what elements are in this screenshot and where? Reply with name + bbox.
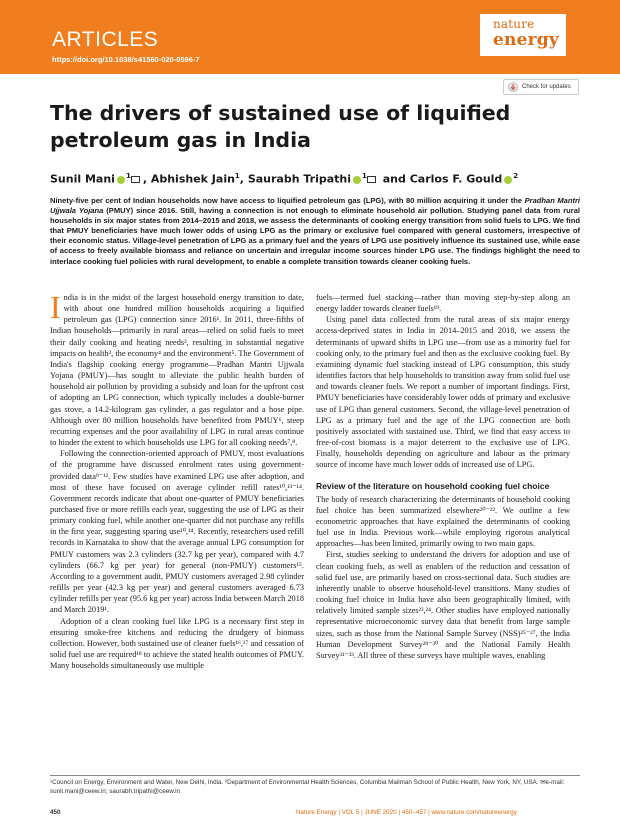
journal-logo-line1: nature	[493, 17, 535, 31]
check-for-updates-button[interactable]	[503, 79, 579, 95]
author-affiliation: 2	[513, 172, 519, 180]
section-banner	[0, 0, 620, 74]
orcid-icon[interactable]	[353, 176, 361, 184]
abstract: Ninety-five per cent of Indian households now have access to liquified petroleum gas (LPG), with 80 million acquiring it under the Pradhan Mantri Ujjwala Yojana (PMUY) since 2016. Still, having a connection is not enough to eliminate household air pollution. Studying panel data from rural households in six major states from 2014–2015 and 2018, we assess the determinants of cooking energy transition from solid fuels to LPG. We find that PMUY beneficiaries have much lower odds of using LPG as the primary or exclusive fuel compared with general customers, irrespective of their economic status. Village-level penetration of LPG as a primary fuel and the years of LPG use positively influence its sustained use, while ease of access to freely available biomass and reliance on uncertain and irregular income sources hinder LPG use. The findings highlight the need to interlace cooking fuel policies with rural development, to enable a complete transition towards cleaner cooking fuels.	[50, 196, 580, 266]
body-column-left	[50, 289, 304, 671]
author-name[interactable]: Saurabh Tripathi	[247, 172, 352, 186]
programme-name: Pradhan Mantri Ujjwala Yojana	[50, 196, 580, 216]
body-paragraph: Using panel data collected from the rural areas of six major energy access-deprived states in India in 2014–2015 and 2018, we assess the determinants of upward shifts in LPG use—from use as a minority fuel for cooking only, to the primary fuel and then as the exclusive cooking fuel. By examining dynamic fuel stacking instead of LPG consumption, this study identifies factors that help households to transition away from solid fuel use and towards cleaner fuels. We report a number of important findings. First, PMUY beneficiaries have considerably lower odds of primary and exclusive use of LPG than general customers. Second, the village-level penetration of LPG as a primary fuel and the age of the LPG connection are both positively associated with sustained use. Third, we find that easy access to free-of-cost biomass is a major deterrent to the exclusive use of LPG. Finally, households depending on agriculture and labour as the primary source of income have much lower odds of increased use of LPG.	[316, 315, 570, 470]
body-paragraph: fuels—termed fuel stacking—rather than moving step-by-step along an energy ladder towards cleaner fuels¹⁹.	[316, 293, 570, 314]
journal-citation[interactable]: Nature Energy | VOL 5 | JUNE 2020 | 450–457 | www.nature.com/natureenergy	[296, 809, 517, 816]
drop-cap: I	[50, 289, 61, 325]
orcid-icon[interactable]	[504, 176, 512, 184]
article-title: The drivers of sustained use of liquified petroleum gas in India	[50, 101, 511, 152]
author-list: Sunil Mani $^1$ , Abhishek Jain$^1$, Saurabh Tripathi $^1$ and Carlos F. Gould $^2$	[50, 172, 519, 186]
check-for-updates-label: Check for updates	[522, 84, 571, 90]
journal-logo[interactable]	[480, 14, 566, 56]
section-label: ARTICLES	[52, 28, 159, 51]
author-name[interactable]: Abhishek Jain	[150, 172, 235, 186]
author-affiliation: 1	[234, 172, 240, 180]
update-check-icon	[508, 82, 518, 92]
author-name[interactable]: Carlos F. Gould	[409, 172, 503, 186]
author-name[interactable]: Sunil Mani	[50, 172, 115, 186]
doi-link[interactable]: https://doi.org/10.1038/s41560-020-0596-7	[52, 55, 200, 64]
orcid-icon[interactable]	[117, 176, 125, 184]
footnote-divider	[50, 775, 580, 776]
page-number: 450	[50, 809, 61, 816]
body-paragraph: Following the connection-oriented approach of PMUY, most evaluations of the programme have discussed enrolment rates using government-provided data⁹⁻¹². Few studies have examined LPG use after adoption, and most of these have focused on average cylinder refill rates¹⁰,¹³⁻¹⁴. Government records indicate that about one-quarter of PMUY beneficiaries purchased five or more refills each year, suggesting the use of LPG as their primary cooking fuel, while another one-quarter did not purchase any refills in the first year, suggesting sparing use¹⁰,¹⁴. Recently, researchers used refill records in Karnataka to show that the average annual LPG consumption for PMUY customers was 2.3 cylinders (32.7 kg per year), compared with 4.7 cylinders (66.7 kg per year) for general (non-PMUY) customers¹⁵. According to a government audit, PMUY customers averaged 2.98 cylinder refills per year (42.3 kg per year) and general customers averaged 6.73 cylinder refills per year (95.6 kg per year) across India between March 2018 and March 2019¹.	[50, 449, 304, 615]
author-affiliation: 1	[125, 172, 131, 180]
body-column-right	[316, 292, 570, 661]
body-paragraph: India is in the midst of the largest household energy transition to date, with about one hundred million households acquiring a liquified petroleum gas (LPG) connection since 2016¹. In 2011, three-fifths of Indian households—primarily in rural areas—relied on solid fuels to meet their daily cooking and heating needs², resulting in substantial negative impacts on health³, the economy⁴ and the environment⁵. The Government of India's flagship cooking energy programme—Pradhan Mantri Ujjwala Yojana (PMUY)—has sought to alleviate the public health burden of household air pollution by providing a subsidy and loan for the upfront cost of adopting an LPG connection, which typically includes a double-burner gas stove, a 14.2-kilogram gas cylinder, a gas regulator and a hose pipe. Although over 80 million households have benefited from PMUY⁶, steep recurring expenses and the poor availability of LPG in rural areas continue to hinder the extent to which households use LPG for all cooking needs⁷,⁸.	[50, 289, 304, 448]
journal-logo-line2: energy	[493, 30, 559, 50]
body-paragraph: Adoption of a clean cooking fuel like LPG is a necessary first step in ensuring smoke-free kitchens and reducing the drudgery of biomass collection. However, both sustained use of cleaner fuels¹⁶,¹⁷ and cessation of solid fuel use are required¹⁸ to achieve the stated health outcomes of PMUY. Many households simultaneously use multiple	[50, 616, 304, 671]
envelope-icon[interactable]	[367, 176, 376, 183]
page-footer	[50, 809, 580, 816]
envelope-icon[interactable]	[131, 176, 140, 183]
body-paragraph: First, studies seeking to understand the drivers for adoption and use of clean cooking fuels, as well as enablers of the reduction and cessation of solid fuel use, are primarily based on cross-sectional data. Such studies are inherently unable to observe household-level transitions. Many studies of cooking fuel choice in India have also been geographically limited, with relatively limited sample sizes²³,²⁴. Other studies have employed nationally representative microeconomic survey data that benefit from large sample sizes, such as those from the National Sample Survey (NSS)²⁵⁻²⁷, the India Human Development Survey²⁸⁻³⁰ and the National Family Health Survey³¹⁻³³. All three of these surveys have multiple waves, enabling	[316, 550, 570, 660]
body-paragraph: The body of research characterizing the determinants of household cooking fuel choice has been summarized elsewhere²⁰⁻²². We outline a few econometric approaches that have explained the determinants of cooking fuel use in India. Previous work—while employing rigorous analytical approaches—has been limited, primarily owing to two main gaps.	[316, 494, 570, 549]
section-heading: Review of the literature on household cooking fuel choice	[316, 480, 550, 491]
affiliations-footnote: ¹Council on Energy, Environment and Water, New Delhi, India. ²Department of Environmental Health Sciences, Columbia Mailman School of Public Health, New York, NY, USA. ✉e-mail: sunil.mani@ceew.in; saurabh.tripathi@ceew.in	[50, 779, 565, 795]
author-affiliation: 1	[362, 172, 367, 180]
